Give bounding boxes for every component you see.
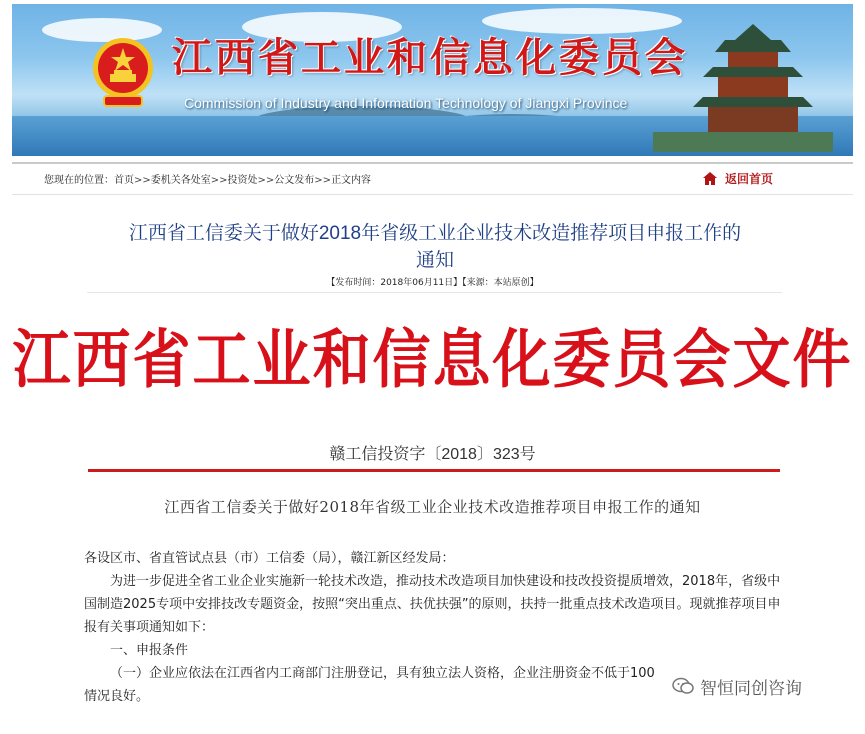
section-heading: 一、申报条件: [110, 643, 189, 658]
article-meta: 【发布时间：2018年06月11日】【来源：本站原创】: [326, 278, 539, 288]
watermark: [666, 671, 808, 701]
site-banner: [12, 4, 853, 156]
breadcrumb-home[interactable]: 首页: [114, 175, 134, 186]
divider: [87, 292, 782, 293]
paragraph: 为进一步促进全省工业企业实施新一轮技术改造，推动技术改造项目加快建设和技改投资提质增效，2018年，省级中国制造2025专项中安排技改专题资金，按照“突出重点、扶优扶强”的原则，扶持一批重点技术改造项目。现就推荐项目申报有关事项通知如下：: [84, 574, 781, 635]
home-icon: [703, 172, 717, 185]
breadcrumb-announcements[interactable]: 公文发布: [274, 175, 315, 186]
return-home-label: 返回首页: [724, 172, 773, 186]
breadcrumb-separator: >>: [134, 175, 151, 186]
addressee: 各设区市、省直管试点县（市）工信委（局），赣江新区经发局：: [84, 551, 455, 566]
breadcrumb-bar: [12, 162, 853, 195]
document-subject: 江西省工信委关于做好2018年省级工业企业技术改造推荐项目申报工作的通知: [164, 498, 701, 516]
breadcrumb-departments[interactable]: 委机关各处室: [150, 175, 211, 186]
breadcrumb-investment[interactable]: 投资处: [227, 175, 258, 186]
red-divider: [88, 469, 780, 472]
paragraph: 情况良好。: [84, 689, 150, 704]
document-number: 赣工信投资字〔2018〕323号: [329, 446, 536, 463]
breadcrumb-separator: >>: [257, 175, 275, 186]
breadcrumb-separator: >>: [210, 175, 228, 186]
wechat-icon: [672, 677, 694, 695]
watermark-text: 智恒同创咨询: [700, 678, 802, 699]
paragraph: （一）企业应依法在江西省内工商部门注册登记，具有独立法人资格，企业注册资金不低于100: [110, 666, 655, 681]
breadcrumb-prefix: 您现在的位置：: [44, 175, 114, 186]
document-header: 江西省工业和信息化委员会文件: [12, 322, 853, 397]
pavilion-image: [653, 12, 833, 152]
article-title-line1: 江西省工信委关于做好2018年省级工业企业技术改造推荐项目申报工作的: [128, 223, 742, 244]
site-title: 江西省工业和信息化委员会: [172, 34, 688, 81]
site-subtitle: Commission of Industry and Information Technology of Jiangxi Province: [184, 95, 628, 111]
breadcrumb-separator: >>: [314, 175, 332, 186]
breadcrumb-current: 正文内容: [331, 175, 372, 186]
article-title-line2: 通知: [415, 250, 454, 271]
breadcrumb: [44, 171, 371, 186]
national-emblem-icon: [90, 34, 156, 110]
return-home-link[interactable]: [703, 170, 773, 187]
article-title: [80, 220, 790, 274]
